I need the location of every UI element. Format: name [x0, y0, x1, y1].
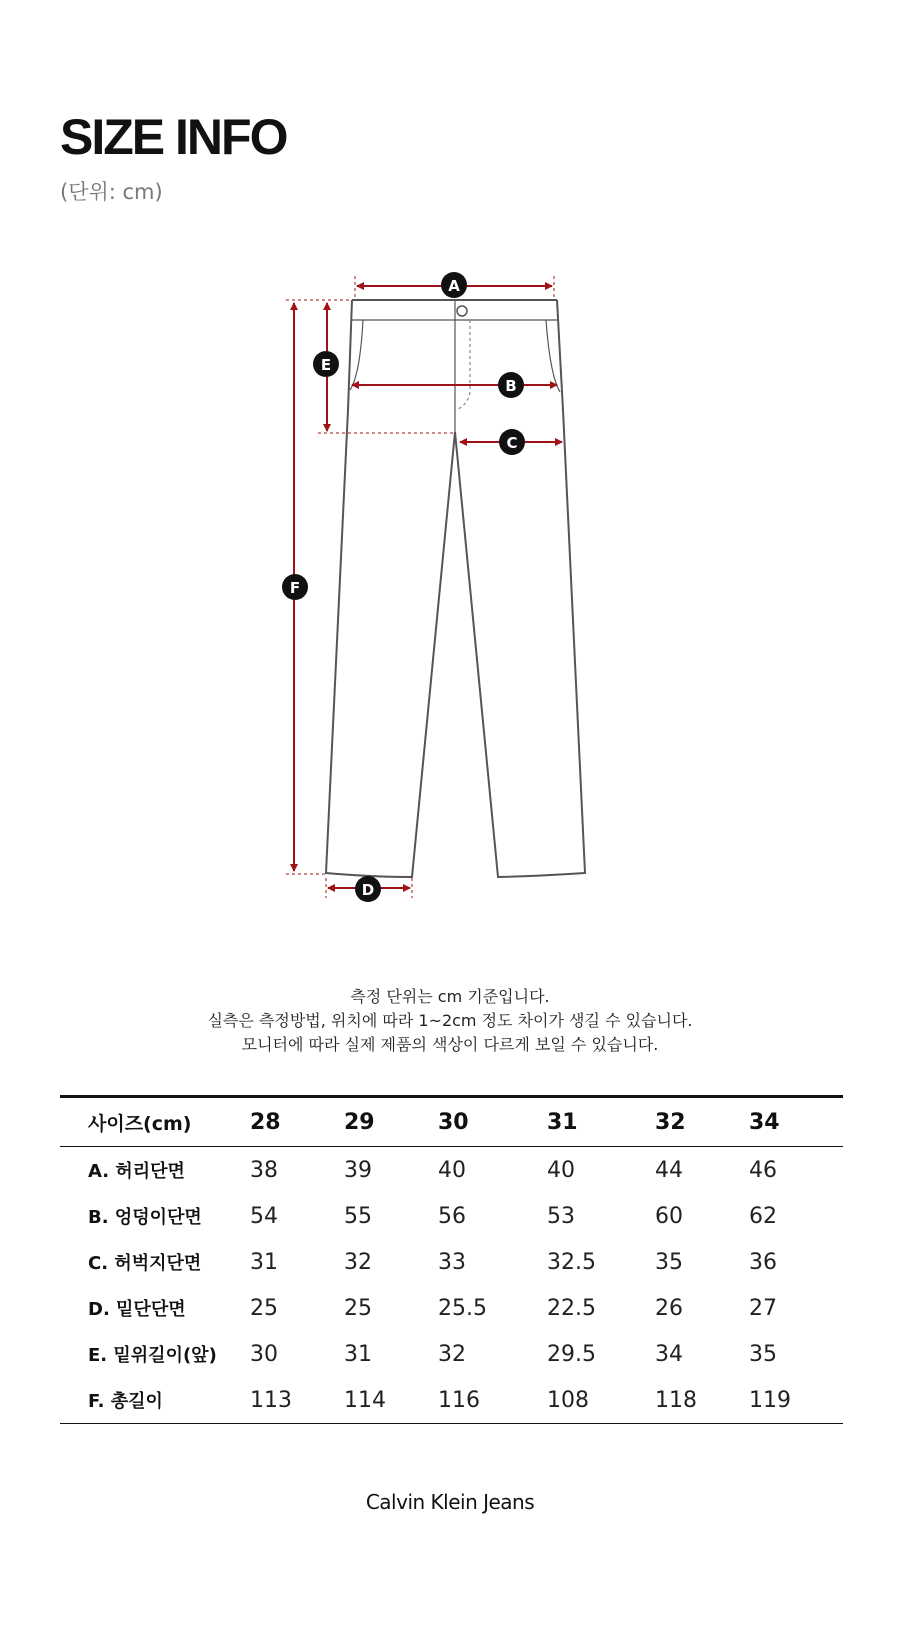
table-cell: 114 [344, 1387, 386, 1413]
badge-f-label: F [289, 579, 301, 597]
table-cell: 35 [655, 1249, 683, 1275]
table-cell: 31 [250, 1249, 278, 1275]
brand-wordmark: Calvin Klein Jeans [365, 1490, 535, 1514]
size-header-label: 사이즈(cm) [88, 1112, 192, 1135]
badge-d [355, 876, 381, 902]
badge-a [441, 272, 467, 298]
badge-c [499, 429, 525, 455]
size-table [60, 1095, 843, 1424]
pants-measurement-diagram [0, 270, 900, 950]
table-cell: 113 [250, 1387, 292, 1413]
table-row [60, 1285, 843, 1331]
table-cell: 34 [655, 1341, 683, 1367]
badge-e [313, 351, 339, 377]
table-cell: 22.5 [547, 1295, 596, 1321]
table-cell: 33 [438, 1249, 466, 1275]
table-cell: 119 [749, 1387, 791, 1413]
table-cell: 56 [438, 1203, 466, 1229]
table-cell: 116 [438, 1387, 480, 1413]
table-cell: 27 [749, 1295, 777, 1321]
page-title: SIZE INFO [60, 109, 287, 165]
table-cell: 54 [250, 1203, 278, 1229]
table-cell: 31 [344, 1341, 372, 1367]
table-cell: 32 [344, 1249, 372, 1275]
note-line: 실측은 측정방법, 위치에 따라 1~2cm 정도 차이가 생길 수 있습니다. [207, 1011, 693, 1030]
size-table-header-row [60, 1097, 843, 1147]
table-cell: 25 [250, 1295, 278, 1321]
table-cell: 32.5 [547, 1249, 596, 1275]
row-label: D. 밑단단면 [88, 1299, 186, 1320]
table-cell: 36 [749, 1249, 777, 1275]
note-line: 모니터에 따라 실제 제품의 색상이 다르게 보일 수 있습니다. [241, 1035, 659, 1054]
table-cell: 26 [655, 1295, 683, 1321]
size-header-cell: 29 [344, 1109, 375, 1135]
table-cell: 39 [344, 1157, 372, 1183]
size-header-cell: 28 [250, 1109, 281, 1135]
table-cell: 118 [655, 1387, 697, 1413]
table-cell: 30 [250, 1341, 278, 1367]
size-header-cell: 31 [547, 1109, 578, 1135]
badge-d-label: D [361, 881, 375, 899]
pants-outline [326, 300, 585, 877]
table-cell: 44 [655, 1157, 683, 1183]
table-cell: 25 [344, 1295, 372, 1321]
table-row [60, 1331, 843, 1377]
table-row [60, 1377, 843, 1424]
size-header-cell: 32 [655, 1109, 686, 1135]
row-label: B. 엉덩이단면 [88, 1207, 202, 1228]
table-cell: 60 [655, 1203, 683, 1229]
measure-arrows [294, 286, 562, 888]
row-label: F. 총길이 [88, 1391, 163, 1412]
table-cell: 35 [749, 1341, 777, 1367]
badge-a-label: A [448, 277, 460, 295]
table-cell: 29.5 [547, 1341, 596, 1367]
badge-e-label: E [320, 356, 332, 374]
table-cell: 62 [749, 1203, 777, 1229]
table-cell: 38 [250, 1157, 278, 1183]
unit-note: (단위: cm) [60, 180, 163, 204]
table-row [60, 1239, 843, 1285]
size-header-cell: 30 [438, 1109, 469, 1135]
row-label: E. 밑위길이(앞) [88, 1345, 217, 1366]
table-cell: 32 [438, 1341, 466, 1367]
badge-f [282, 574, 308, 600]
note-line: 측정 단위는 cm 기준입니다. [350, 987, 550, 1006]
badge-b-label: B [505, 377, 517, 395]
table-row [60, 1147, 843, 1194]
measurement-notes [0, 985, 900, 1057]
table-cell: 53 [547, 1203, 575, 1229]
table-cell: 40 [547, 1157, 575, 1183]
size-header-cell: 34 [749, 1109, 780, 1135]
badge-b [498, 372, 524, 398]
table-cell: 40 [438, 1157, 466, 1183]
table-cell: 55 [344, 1203, 372, 1229]
badge-c-label: C [506, 434, 518, 452]
table-cell: 108 [547, 1387, 589, 1413]
row-label: A. 허리단면 [88, 1161, 185, 1182]
row-label: C. 허벅지단면 [88, 1253, 202, 1274]
table-cell: 25.5 [438, 1295, 487, 1321]
table-row [60, 1193, 843, 1239]
table-cell: 46 [749, 1157, 777, 1183]
